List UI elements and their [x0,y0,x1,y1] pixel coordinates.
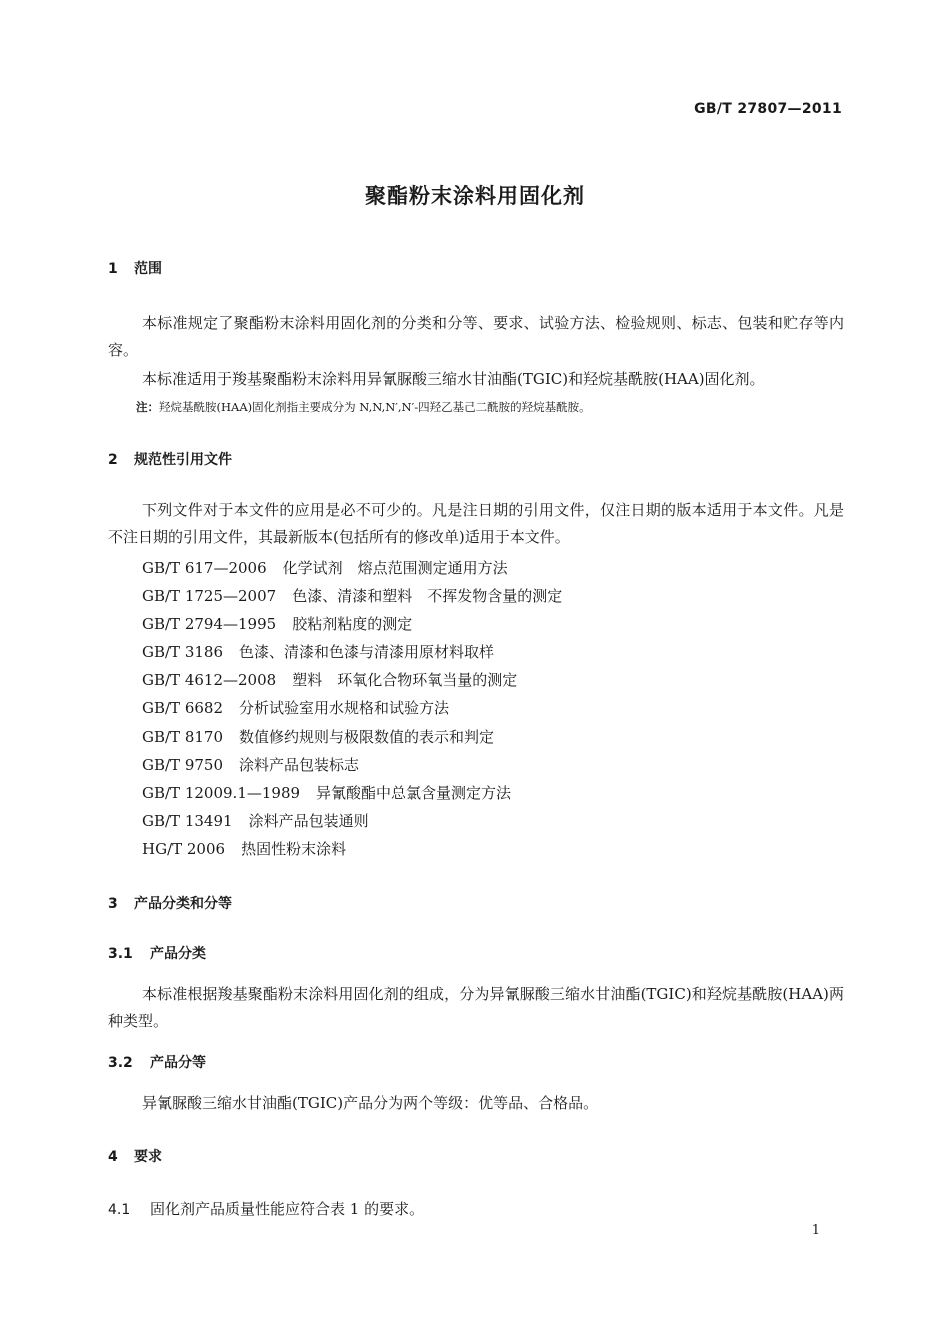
section-3-heading [108,893,232,913]
reference-title: 数值修约规则与极限数值的表示和判定 [239,728,495,746]
reference-item [142,585,562,606]
section-number: 4 [108,1149,118,1165]
section-number: 3.2 [108,1055,133,1071]
reference-code: GB/T 617—2006 [142,559,267,577]
reference-title: 异氰酸酯中总氯含量测定方法 [316,784,512,802]
reference-title: 色漆、清漆和塑料 不挥发物含量的测定 [292,587,563,605]
grading-paragraph: 异氰脲酸三缩水甘油酯(TGIC)产品分为两个等级：优等品、合格品。 [142,1094,599,1112]
reference-code: GB/T 9750 [142,756,224,774]
standard-code: GB/T 27807—2011 [694,101,842,117]
scope-paragraph-1: 本标准规定了聚酯粉末涂料用固化剂的分类和分等、要求、试验方法、检验规则、标志、包装和贮存等内容。 [108,314,844,359]
reference-title: 涂料产品包装标志 [239,756,360,774]
classification-paragraph: 本标准根据羧基聚酯粉末涂料用固化剂的组成，分为异氰脲酸三缩水甘油酯(TGIC)和羟烷基酰胺(HAA)两种类型。 [108,985,844,1030]
reference-code: GB/T 4612—2008 [142,671,277,689]
reference-item [142,697,449,718]
reference-item [142,557,508,578]
section-number: 4.1 [108,1202,131,1218]
reference-code: GB/T 13491 [142,812,233,830]
section-number: 3.1 [108,946,133,962]
reference-code: GB/T 1725—2007 [142,587,277,605]
scope-paragraph-2: 本标准适用于羧基聚酯粉末涂料用异氰脲酸三缩水甘油酯(TGIC)和羟烷基酰胺(HAA)固化剂。 [142,370,765,388]
reference-item [142,669,517,690]
section-4-1-clause [108,1198,424,1219]
section-title: 产品分等 [150,1055,206,1071]
section-3-1-heading [108,943,206,963]
section-title: 产品分类和分等 [134,896,232,912]
section-2-heading [108,449,232,469]
reference-title: 色漆、清漆和色漆与清漆用原材料取样 [239,643,495,661]
section-title: 范围 [134,261,162,277]
reference-title: 热固性粉末涂料 [241,840,347,858]
note-label: 注： [136,400,159,414]
reference-item [142,613,412,634]
section-number: 2 [108,452,118,468]
reference-item [142,782,511,803]
reference-item [142,810,369,831]
reference-title: 分析试验室用水规格和试验方法 [239,699,450,717]
normative-intro: 下列文件对于本文件的应用是必不可少的。凡是注日期的引用文件，仅注日期的版本适用于本文件。凡是不注日期的引用文件，其最新版本(包括所有的修改单)适用于本文件。 [108,501,844,546]
section-number: 3 [108,896,118,912]
section-4-heading [108,1146,162,1166]
reference-title: 胶粘剂粘度的测定 [292,615,413,633]
reference-code: GB/T 3186 [142,643,224,661]
clause-text: 固化剂产品质量性能应符合表 1 的要求。 [150,1200,425,1218]
reference-title: 涂料产品包装通则 [248,812,369,830]
reference-code: GB/T 2794—1995 [142,615,277,633]
reference-item [142,838,346,859]
section-1-heading [108,258,162,278]
section-title: 产品分类 [150,946,206,962]
reference-code: HG/T 2006 [142,840,226,858]
section-number: 1 [108,261,118,277]
reference-code: GB/T 8170 [142,728,224,746]
section-title: 要求 [134,1149,162,1165]
scope-note [136,399,591,415]
reference-code: GB/T 6682 [142,699,224,717]
reference-code: GB/T 12009.1—1989 [142,784,301,802]
reference-item [142,754,359,775]
section-title: 规范性引用文件 [134,452,232,468]
reference-item [142,641,494,662]
page-number: 1 [811,1223,820,1238]
document-title: 聚酯粉末涂料用固化剂 [365,184,585,208]
reference-item [142,726,494,747]
reference-title: 塑料 环氧化合物环氧当量的测定 [292,671,518,689]
reference-title: 化学试剂 熔点范围测定通用方法 [282,559,508,577]
section-3-2-heading [108,1052,206,1072]
note-text: 羟烷基酰胺(HAA)固化剂指主要成分为 N,N,N′,N′-四羟乙基己二酰胺的羟烷基酰胺。 [159,400,591,414]
